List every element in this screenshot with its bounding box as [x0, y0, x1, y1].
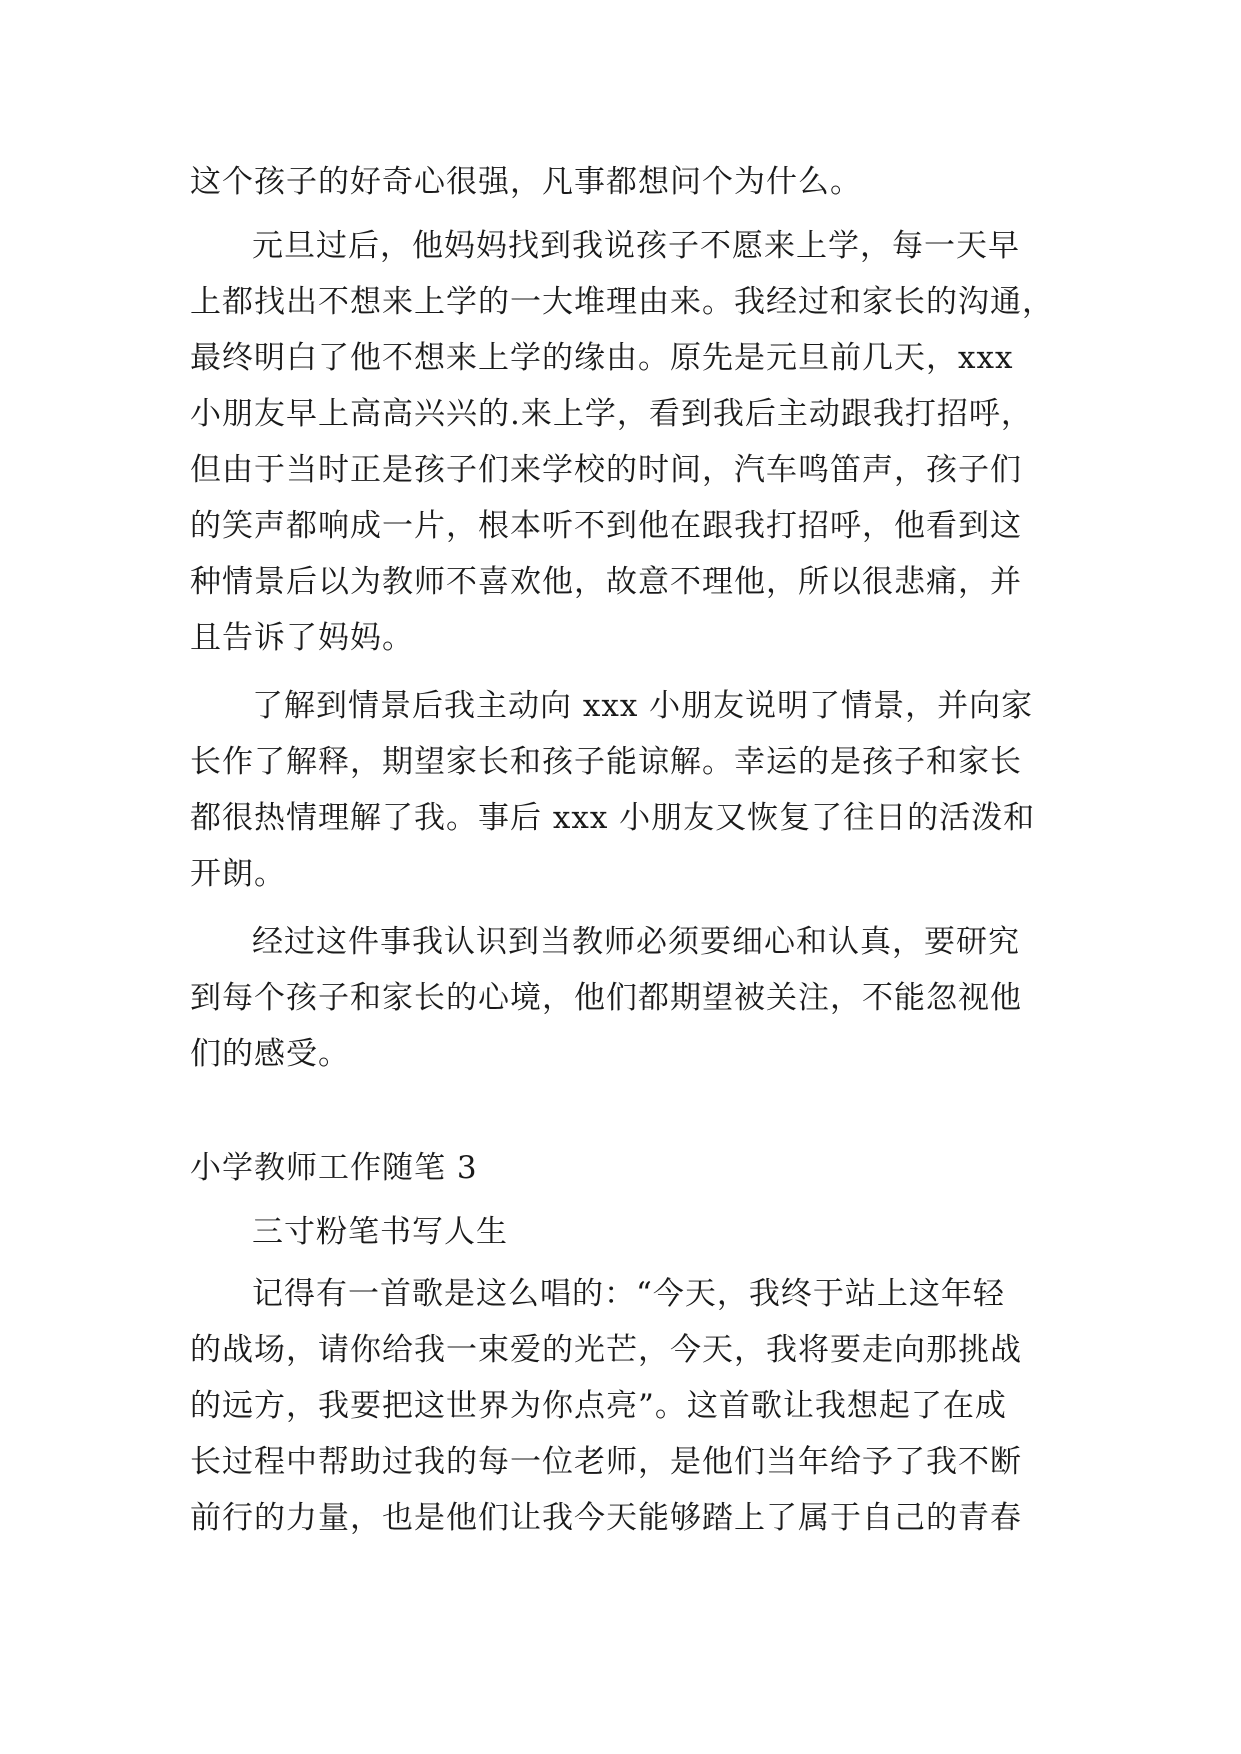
text-line: 长作了解释，期望家长和孩子能谅解。幸运的是孩子和家长: [190, 744, 1022, 780]
text-line: 们的感受。: [190, 1036, 350, 1072]
text-line: 前行的力量，也是他们让我今天能够踏上了属于自己的青春: [190, 1500, 1022, 1536]
text-line: 但由于当时正是孩子们来学校的时间，汽车鸣笛声，孩子们: [190, 452, 1022, 488]
subtitle: 三寸粉笔书写人生: [252, 1214, 508, 1250]
text-line: 上都找出不想来上学的一大堆理由来。我经过和家长的沟通，: [190, 284, 1054, 320]
text-line: 且告诉了妈妈。: [190, 620, 414, 656]
paragraph-start-line: 记得有一首歌是这么唱的：“今天，我终于站上这年轻: [252, 1276, 1005, 1312]
text-line: 开朗。: [190, 856, 286, 892]
paragraph-start-line: 经过这件事我认识到当教师必须要细心和认真，要研究: [252, 924, 1020, 960]
text-line: 这个孩子的好奇心很强，凡事都想问个为什么。: [190, 164, 862, 200]
text-line: 到每个孩子和家长的心境，他们都期望被关注，不能忽视他: [190, 980, 1022, 1016]
text-line: 种情景后以为教师不喜欢他，故意不理他，所以很悲痛，并: [190, 564, 1022, 600]
paragraph-start-line: 了解到情景后我主动向 xxx 小朋友说明了情景，并向家: [252, 688, 1034, 724]
text-line: 最终明白了他不想来上学的缘由。原先是元旦前几天，xxx: [190, 340, 1014, 376]
text-line: 的远方，我要把这世界为你点亮”。这首歌让我想起了在成: [190, 1388, 1007, 1424]
section-heading: 小学教师工作随笔 3: [190, 1150, 478, 1186]
paragraph-start-line: 元旦过后，他妈妈找到我说孩子不愿来上学，每一天早: [252, 228, 1020, 264]
text-line: 的笑声都响成一片，根本听不到他在跟我打招呼，他看到这: [190, 508, 1022, 544]
text-line: 的战场，请你给我一束爱的光芒，今天，我将要走向那挑战: [190, 1332, 1022, 1368]
text-line: 小朋友早上高高兴兴的.来上学，看到我后主动跟我打招呼，: [190, 396, 1033, 432]
text-line: 长过程中帮助过我的每一位老师，是他们当年给予了我不断: [190, 1444, 1022, 1480]
text-line: 都很热情理解了我。事后 xxx 小朋友又恢复了往日的活泼和: [190, 800, 1036, 836]
